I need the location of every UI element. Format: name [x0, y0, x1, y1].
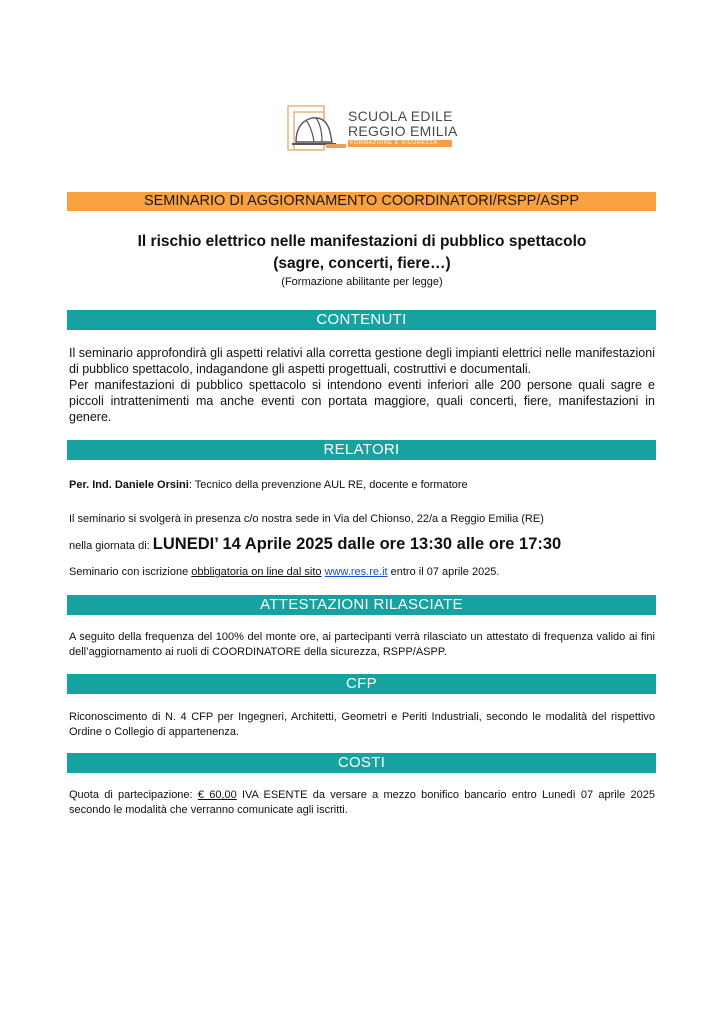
contenuti-paragraph-2: Per manifestazioni di pubblico spettacolo si intendono eventi inferiori alle 200 persone quali sagre e piccoli intrattenimenti ma anche eventi con portata maggiore, quali concerti, fiere, manifestazioni in genere.: [69, 378, 655, 424]
helmet-icon: [286, 104, 348, 154]
costi-prefix: Quota di partecipazione:: [69, 789, 198, 801]
seminar-location: Il seminario si svolgerà in presenza c/o nostra sede in Via del Chionso, 22/a a Reggio Emilia (RE): [69, 513, 544, 525]
registration-prefix: Seminario con iscrizione: [69, 566, 192, 578]
registration-line: [69, 564, 655, 580]
document-subtitle: (Formazione abilitante per legge): [281, 276, 443, 288]
section-heading-costi: COSTI: [67, 753, 656, 773]
seminar-date: LUNEDI’ 14 Aprile 2025 dalle ore 13:30 alle ore 17:30: [152, 535, 562, 553]
section-heading-cfp: CFP: [67, 674, 656, 694]
registration-link[interactable]: www.res.re.it: [324, 566, 388, 578]
registration-suffix: entro il 07 aprile 2025.: [387, 566, 500, 578]
logo-tagline: FORMAZIONE E SICUREZZA: [348, 140, 452, 147]
costi-text: [69, 788, 655, 818]
registration-required: obbligatoria on line dal sito: [191, 566, 322, 578]
costi-suffix: IVA ESENTE da versare a mezzo bonifico bancario entro Lunedì 07 aprile 2025 secondo le modalità che verranno comunicate agli iscritti.: [69, 789, 655, 816]
school-logo: [286, 104, 456, 154]
section-heading-attestazioni: ATTESTAZIONI RILASCIATE: [67, 595, 656, 615]
document-title-line1: Il rischio elettrico nelle manifestazioni di pubblico spettacolo: [137, 233, 587, 250]
speaker-role: : Tecnico della prevenzione AUL RE, docente e formatore: [188, 479, 468, 491]
date-prefix: nella giornata di:: [69, 540, 153, 552]
cfp-text: Riconoscimento di N. 4 CFP per Ingegneri, Architetti, Geometri e Periti Industriali, secondo le modalità del rispettivo Ordine o Collegio di appartenenza.: [69, 711, 655, 738]
section-heading-contenuti: CONTENUTI: [67, 310, 656, 330]
section-heading-relatori: RELATORI: [67, 440, 656, 460]
attestazioni-text: A seguito della frequenza del 100% del monte ore, ai partecipanti verrà rilasciato un attestato di frequenza valido ai fini dell’aggiornamento ai ruoli di COORDINATORE della sicurezza, RSPP/ASPP.: [69, 631, 655, 658]
document-title-line2: (sagre, concerti, fiere…): [273, 255, 451, 272]
costi-price: € 60,00: [197, 789, 237, 801]
contenuti-paragraph-1: Il seminario approfondirà gli aspetti relativi alla corretta gestione degli impianti elettrici nelle manifestazioni di pubblico spettacolo, indagandone gli aspetti progettuali, costruttivi e documentali.: [69, 346, 655, 376]
speaker-line: [69, 477, 655, 493]
seminar-banner: SEMINARIO DI AGGIORNAMENTO COORDINATORI/RSPP/ASPP: [67, 192, 656, 211]
speaker-name: Per. Ind. Daniele Orsini: [69, 479, 189, 491]
logo-line1: SCUOLA EDILE: [348, 108, 453, 124]
contenuti-text: [69, 345, 655, 425]
logo-line2: REGGIO EMILIA: [348, 123, 458, 139]
seminar-date-line: [69, 534, 655, 556]
